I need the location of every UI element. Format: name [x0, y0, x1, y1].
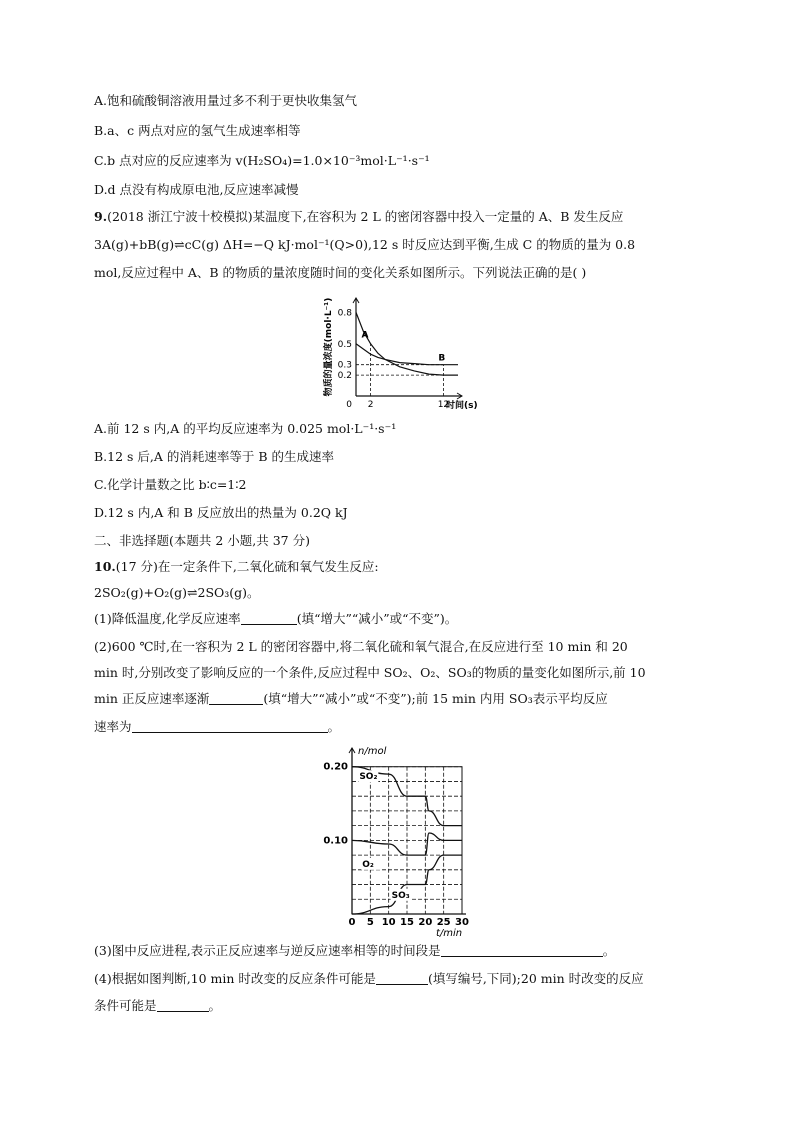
y-tick-label: 0.3 [337, 360, 352, 371]
x-tick-label: 2 [367, 400, 374, 410]
answer-blank[interactable] [376, 972, 428, 985]
series-label: O₂ [362, 859, 374, 870]
series-label: SO₂ [359, 772, 378, 783]
q9-option-c: C.化学计量数之比 b∶c=1∶2 [94, 477, 247, 492]
q8-option-c: C.b 点对应的反应速率为 v(H₂SO₄)=1.0×10⁻³mol·L⁻¹·s⁻¹ [94, 153, 430, 168]
y-tick-label: 0.20 [323, 761, 348, 773]
q10-part1: (1)降低温度,化学反应速率 (填“增大”“减小”或“不变”)。 [94, 611, 458, 626]
q9-option-b: B.12 s 后,A 的消耗速率等于 B 的生成速率 [94, 449, 335, 464]
section-title: 二、非选择题(本题共 2 小题,共 37 分) [94, 533, 310, 548]
answer-blank[interactable] [209, 692, 263, 705]
q10-part4-line2: 条件可能是 。 [94, 998, 222, 1013]
x-tick-label: 12 [437, 400, 450, 410]
x-tick-label: 0 [348, 917, 356, 928]
q10-part4-line1: (4)根据如图判断,10 min 时改变的反应条件可能是 (填写编号,下同);20 min 时改变的反应 [94, 971, 644, 986]
series-line-A [356, 312, 458, 375]
q10-part3: (3)图中反应进程,表示正反应速率与逆反应速率相等的时间段是 。 [94, 943, 616, 958]
q10-part2-line3: min 正反应速率逐渐 (填“增大”“减小”或“不变”);前 15 min 内用 SO₃表示平均反应 [94, 691, 608, 706]
series-label-B: B [438, 353, 446, 364]
q9-option-d: D.12 s 内,A 和 B 反应放出的热量为 0.2Q kJ [94, 505, 348, 520]
y-tick-label: 0.5 [337, 339, 352, 350]
q8-option-b: B.a、c 两点对应的氢气生成速率相等 [94, 123, 301, 138]
x-tick-label: 15 [400, 917, 414, 928]
answer-blank[interactable] [441, 944, 603, 957]
q10-intro: 10.(17 分)在一定条件下,二氧化硫和氧气发生反应: [94, 559, 379, 574]
q8-option-d: D.d 点没有构成原电池,反应速率减慢 [94, 182, 299, 197]
series-label: SO₃ [391, 890, 410, 901]
x-tick-label: 10 [381, 917, 396, 928]
series-label-A: A [361, 330, 369, 341]
origin-label: 0 [346, 400, 352, 410]
q10-part2-line2: min 时,分别改变了影响反应的一个条件,反应过程中 SO₂、O₂、SO₃的物质的量变化如图所示,前 10 [94, 665, 646, 680]
x-axis-label: 时间(s) [446, 401, 478, 411]
q10-equation: 2SO₂(g)+O₂(g)⇌2SO₃(g)。 [94, 585, 260, 600]
x-tick-label: 5 [366, 917, 374, 928]
answer-blank[interactable] [241, 612, 297, 625]
q9-number: 9. [94, 209, 108, 224]
q9-stem-line2: 3A(g)+bB(g)⇌cC(g) ΔH=−Q kJ·mol⁻¹(Q>0),12 s 时反应达到平衡,生成 C 的物质的量为 0.8 [94, 237, 636, 252]
moles-time-chart [318, 742, 490, 939]
x-tick-label: 25 [436, 917, 451, 928]
answer-blank[interactable] [157, 999, 209, 1012]
q10-part2-line1: (2)600 ℃时,在一容积为 2 L 的密闭容器中,将二氧化硫和氧气混合,在反应进行至 10 min 和 20 [94, 639, 628, 654]
q8-option-a: A.饱和硫酸铜溶液用量过多不利于更快收集氢气 [94, 93, 358, 108]
y-tick-label: 0.8 [337, 308, 352, 319]
y-axis-label: n/mol [358, 746, 387, 757]
concentration-time-chart [322, 292, 478, 416]
q9-option-a: A.前 12 s 内,A 的平均反应速率为 0.025 mol·L⁻¹·s⁻¹ [94, 421, 397, 436]
x-axis-label: t/min [436, 928, 463, 939]
y-tick-label: 0.10 [323, 835, 348, 847]
q9-stem-line3: mol,反应过程中 A、B 的物质的量浓度随时间的变化关系如图所示。下列说法正确的是( ) [94, 265, 587, 280]
q10-number: 10. [94, 559, 116, 574]
q10-part2-line4: 速率为 。 [94, 719, 341, 734]
x-tick-label: 20 [418, 917, 433, 928]
y-tick-label: 0.2 [337, 371, 352, 382]
x-tick-label: 30 [455, 917, 469, 928]
answer-blank[interactable] [132, 720, 328, 733]
q9-stem-line1: 9.(2018 浙江宁波十校模拟)某温度下,在容积为 2 L 的密闭容器中投入一定量的 A、B 发生反应 [94, 209, 624, 224]
y-axis-label: 物质的量浓度(mol·L⁻¹) [324, 297, 334, 397]
